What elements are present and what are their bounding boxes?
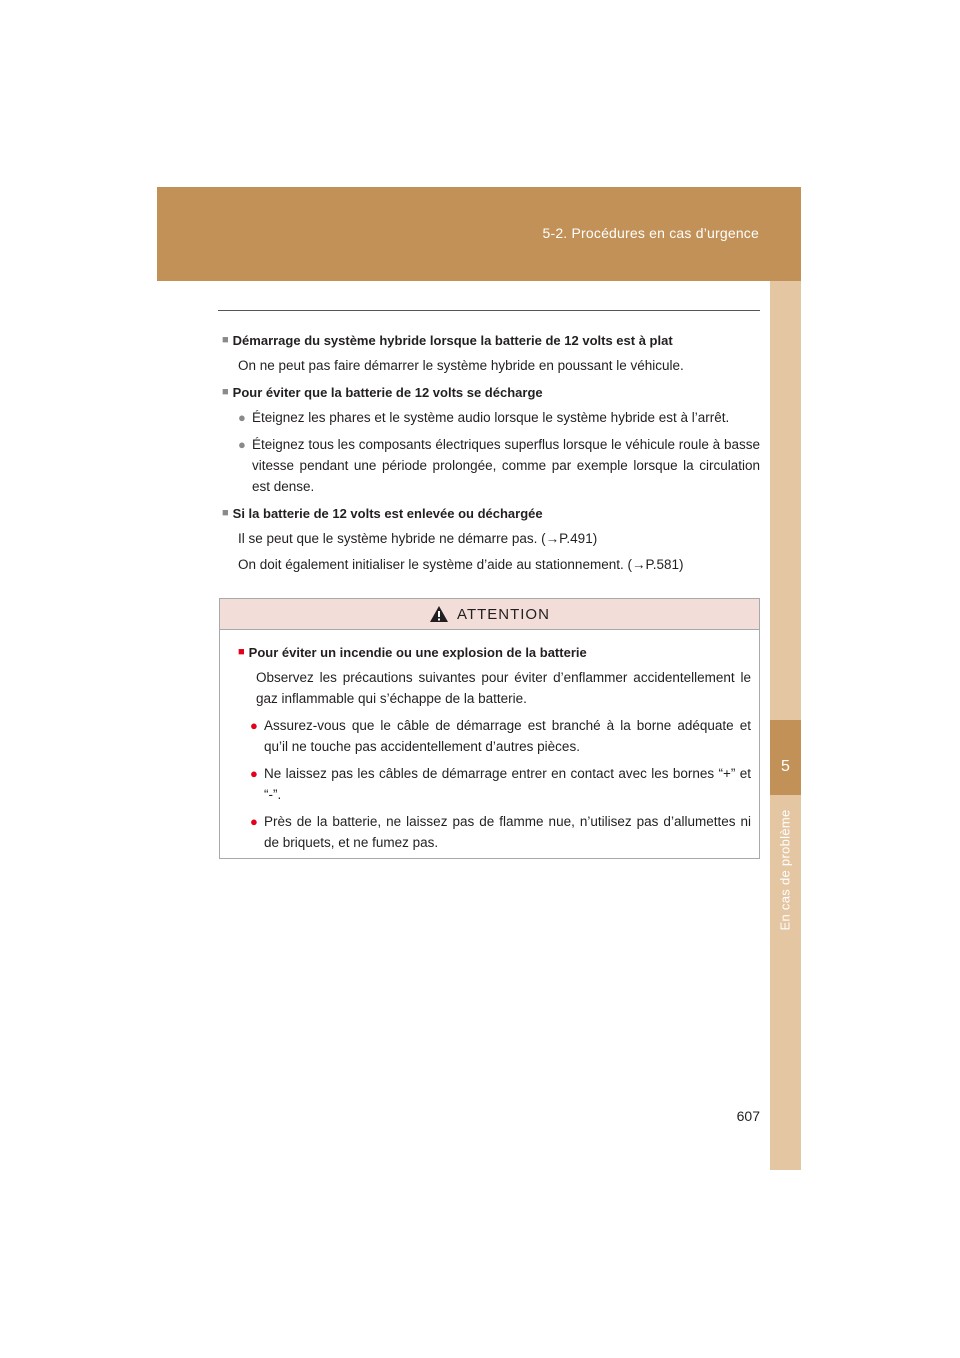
- list-item: ● Éteignez les phares et le système audio lorsque le système hybride est à l’arrêt.: [238, 407, 760, 428]
- main-content: [222, 330, 760, 581]
- circle-bullet-icon: ●: [250, 814, 258, 829]
- list-item: ● Assurez-vous que le câble de démarrage est branché à la borne adéquate et qu’il ne touche pas accidentellement d’autres pièces.: [250, 715, 751, 757]
- section-prevent-discharge: [222, 382, 760, 497]
- header-band: [157, 187, 801, 281]
- attention-intro: Observez les précautions suivantes pour éviter d’enflammer accidentellement le gaz inflammable qui s’échappe de la batterie.: [256, 670, 751, 706]
- attention-title: ATTENTION: [457, 605, 550, 623]
- section-heading: Pour éviter que la batterie de 12 volts se décharge: [232, 385, 543, 400]
- paragraph: On ne peut pas faire démarrer le système hybride en poussant le véhicule.: [238, 358, 684, 373]
- attention-box: [219, 598, 760, 859]
- square-bullet-icon: ■: [222, 334, 229, 346]
- list-item: ● Éteignez tous les composants électriques superflus lorsque le véhicule roule à basse vitesse pendant une période prolongée, comme par exemple lorsque la circulation est dense.: [238, 434, 760, 497]
- list-item: ● Ne laissez pas les câbles de démarrage entrer en contact avec les bornes “+” et “-”.: [250, 763, 751, 805]
- warning-triangle-icon: [429, 605, 449, 623]
- circle-bullet-icon: ●: [250, 718, 258, 733]
- square-bullet-icon: ■: [222, 386, 229, 398]
- attention-header: [220, 599, 759, 630]
- square-bullet-icon: ■: [238, 646, 245, 658]
- section-battery-removed: [222, 503, 760, 575]
- page-number: 607: [736, 1108, 760, 1124]
- divider: [218, 310, 760, 311]
- paragraph: On doit également initialiser le système d’aide au stationnement. (→P.581): [238, 557, 684, 572]
- section-title: 5-2. Procédures en cas d’urgence: [542, 225, 759, 241]
- chapter-tab: [770, 720, 801, 795]
- section-heading: Si la batterie de 12 volts est enlevée ou déchargée: [232, 506, 543, 521]
- chapter-label: En cas de problème: [777, 809, 793, 931]
- list-item: ● Près de la batterie, ne laissez pas de flamme nue, n’utilisez pas d’allumettes ni de briquets, et ne fumez pas.: [250, 811, 751, 853]
- section-heading: Démarrage du système hybride lorsque la batterie de 12 volts est à plat: [232, 333, 673, 348]
- section-jump-start: [222, 330, 760, 376]
- attention-heading: Pour éviter un incendie ou une explosion de la batterie: [248, 645, 587, 660]
- circle-bullet-icon: ●: [238, 410, 246, 425]
- circle-bullet-icon: ●: [238, 437, 246, 452]
- paragraph: Il se peut que le système hybride ne démarre pas. (→P.491): [238, 531, 598, 546]
- square-bullet-icon: ■: [222, 507, 229, 519]
- attention-body: [220, 630, 759, 853]
- chapter-number: 5: [781, 758, 790, 775]
- circle-bullet-icon: ●: [250, 766, 258, 781]
